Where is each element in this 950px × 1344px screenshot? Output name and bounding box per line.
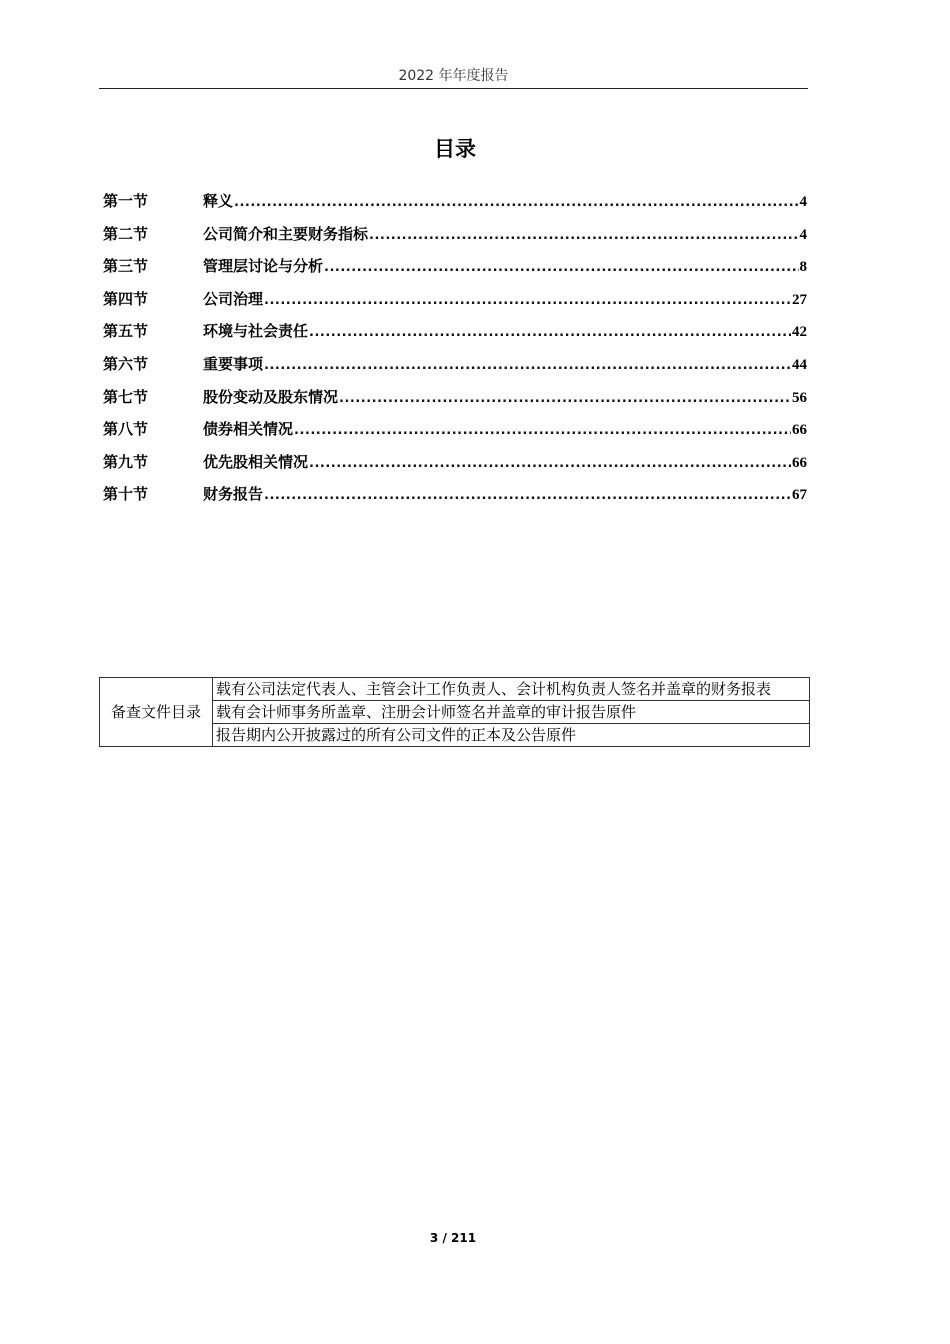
running-header: 2022 年年度报告 [398,68,509,84]
toc-title: 目录 [434,137,476,161]
toc-section-number: 第十节 [103,485,149,504]
toc-page-number: 8 [799,259,807,276]
dot-leader [309,325,791,340]
reference-document-item: 载有会计师事务所盖章、注册会计师签名并盖章的审计报告原件 [213,701,810,724]
toc-page-number: 66 [792,422,807,439]
dot-leader [264,293,791,308]
dot-leader [264,358,791,373]
toc-page-number: 44 [792,356,807,373]
toc-entry[interactable] [103,418,807,451]
toc-entry[interactable] [103,190,807,223]
toc-section-name: 财务报告 [203,485,264,504]
toc-section-number: 第五节 [103,322,149,341]
dot-leader [324,260,798,275]
toc-section-name: 释义 [203,192,234,210]
toc-section-number: 第一节 [103,192,149,210]
toc-page-number: 42 [792,324,807,341]
dot-leader [369,228,798,243]
toc-entry[interactable] [103,255,807,288]
reference-documents-label: 备查文件目录 [100,678,213,747]
toc-page-number: 66 [792,454,807,471]
toc-section-number: 第四节 [103,289,149,308]
toc-section-name: 优先股相关情况 [203,452,309,471]
reference-document-item: 报告期内公开披露过的所有公司文件的正本及公告原件 [213,724,810,747]
toc-section-name: 管理层讨论与分析 [203,257,324,276]
toc-section-number: 第八节 [103,420,149,439]
toc-entry[interactable] [103,223,807,256]
toc-page-number: 27 [792,291,807,308]
toc-entry[interactable] [103,320,807,353]
toc-page-number: 56 [792,389,807,406]
table-row [100,678,810,701]
toc-section-name: 公司简介和主要财务指标 [203,224,369,243]
toc-entry[interactable] [103,353,807,386]
toc-page-number: 67 [792,487,807,504]
toc-entry[interactable] [103,483,807,516]
toc-entry[interactable] [103,451,807,484]
page-number: 3 / 211 [429,1231,477,1245]
toc-section-number: 第二节 [103,224,149,243]
toc-section-name: 债券相关情况 [203,420,294,439]
toc-section-name: 股份变动及股东情况 [203,387,339,406]
dot-leader [309,456,791,471]
dot-leader [339,391,791,406]
reference-document-item: 载有公司法定代表人、主管会计工作负责人、会计机构负责人签名并盖章的财务报表 [213,678,810,701]
toc-section-number: 第三节 [103,257,149,276]
toc-section-number: 第七节 [103,387,149,406]
toc-section-number: 第六节 [103,354,149,373]
toc-section-number: 第九节 [103,452,149,471]
header-rule [99,88,808,89]
toc-page-number: 4 [799,194,807,210]
toc-section-name: 公司治理 [203,289,264,308]
dot-leader [294,423,791,438]
toc-entry[interactable] [103,288,807,321]
toc-entry[interactable] [103,386,807,419]
toc-section-name: 环境与社会责任 [203,322,309,341]
toc-page-number: 4 [799,226,807,243]
dot-leader [234,195,798,210]
dot-leader [264,488,791,503]
reference-documents-table [99,677,810,747]
toc-section-name: 重要事项 [203,354,264,373]
table-of-contents [103,190,807,516]
